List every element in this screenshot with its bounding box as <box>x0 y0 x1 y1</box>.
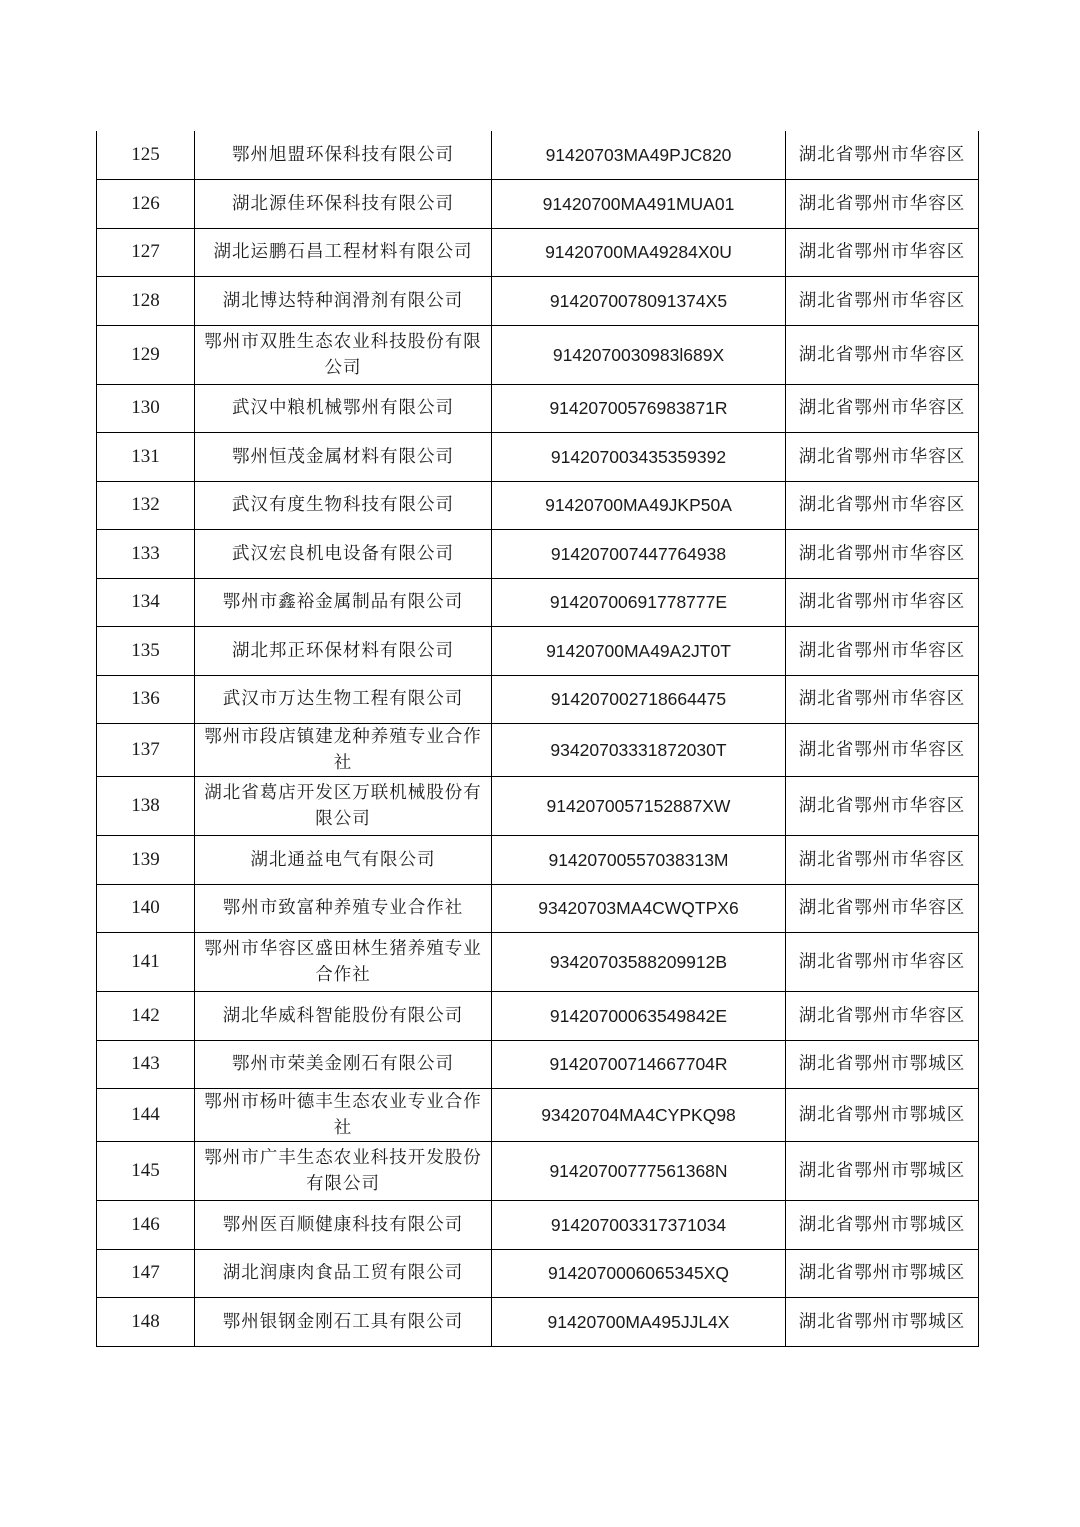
region: 湖北省鄂州市华容区 <box>786 433 979 482</box>
region: 湖北省鄂州市鄂城区 <box>786 1040 979 1089</box>
row-number: 148 <box>97 1298 195 1347</box>
region: 湖北省鄂州市华容区 <box>786 992 979 1041</box>
company-name: 鄂州银钢金刚石工具有限公司 <box>195 1298 492 1347</box>
credit-code: 914207007447764938 <box>492 530 786 579</box>
region: 湖北省鄂州市鄂城区 <box>786 1298 979 1347</box>
region: 湖北省鄂州市鄂城区 <box>786 1249 979 1298</box>
credit-code: 91420700MA491MUA01 <box>492 180 786 229</box>
company-name: 鄂州市华容区盛田林生猪养殖专业合作社 <box>195 933 492 992</box>
company-name: 湖北源佳环保科技有限公司 <box>195 180 492 229</box>
company-table <box>96 131 979 1347</box>
row-number: 134 <box>97 578 195 627</box>
row-number: 138 <box>97 777 195 836</box>
region: 湖北省鄂州市鄂城区 <box>786 1089 979 1142</box>
credit-code: 91420700557038313M <box>492 836 786 885</box>
region: 湖北省鄂州市华容区 <box>786 131 979 180</box>
table-row <box>97 1089 979 1142</box>
credit-code: 91420700MA495JJL4X <box>492 1298 786 1347</box>
row-number: 147 <box>97 1249 195 1298</box>
region: 湖北省鄂州市华容区 <box>786 933 979 992</box>
region: 湖北省鄂州市华容区 <box>786 884 979 933</box>
region: 湖北省鄂州市鄂城区 <box>786 1142 979 1201</box>
company-name: 鄂州市广丰生态农业科技开发股份有限公司 <box>195 1142 492 1201</box>
row-number: 141 <box>97 933 195 992</box>
credit-code: 91420703MA49PJC820 <box>492 131 786 180</box>
row-number: 144 <box>97 1089 195 1142</box>
region: 湖北省鄂州市华容区 <box>786 578 979 627</box>
company-name: 武汉宏良机电设备有限公司 <box>195 530 492 579</box>
row-number: 133 <box>97 530 195 579</box>
table-body <box>97 131 979 1346</box>
credit-code: 91420700MA49JKP50A <box>492 481 786 530</box>
table-row <box>97 992 979 1041</box>
company-name: 鄂州市鑫裕金属制品有限公司 <box>195 578 492 627</box>
table-row <box>97 627 979 676</box>
table-row <box>97 777 979 836</box>
row-number: 140 <box>97 884 195 933</box>
credit-code: 914207003435359392 <box>492 433 786 482</box>
credit-code: 93420703331872030T <box>492 724 786 777</box>
table-row <box>97 1040 979 1089</box>
company-name: 湖北华威科智能股份有限公司 <box>195 992 492 1041</box>
table-row <box>97 933 979 992</box>
region: 湖北省鄂州市华容区 <box>786 530 979 579</box>
credit-code: 93420703588209912B <box>492 933 786 992</box>
row-number: 145 <box>97 1142 195 1201</box>
region: 湖北省鄂州市华容区 <box>786 675 979 724</box>
table-row <box>97 384 979 433</box>
table-row <box>97 131 979 180</box>
region: 湖北省鄂州市华容区 <box>786 724 979 777</box>
region: 湖北省鄂州市鄂城区 <box>786 1201 979 1250</box>
table-row <box>97 1201 979 1250</box>
company-name: 湖北运鹏石昌工程材料有限公司 <box>195 228 492 277</box>
row-number: 142 <box>97 992 195 1041</box>
company-list-table <box>96 131 978 1347</box>
table-row <box>97 724 979 777</box>
row-number: 135 <box>97 627 195 676</box>
credit-code: 9142070006065345XQ <box>492 1249 786 1298</box>
credit-code: 91420700777561368N <box>492 1142 786 1201</box>
company-name: 鄂州恒茂金属材料有限公司 <box>195 433 492 482</box>
row-number: 132 <box>97 481 195 530</box>
region: 湖北省鄂州市华容区 <box>786 180 979 229</box>
company-name: 湖北邦正环保材料有限公司 <box>195 627 492 676</box>
table-row <box>97 530 979 579</box>
credit-code: 914207003317371034 <box>492 1201 786 1250</box>
table-row <box>97 884 979 933</box>
table-row <box>97 1142 979 1201</box>
region: 湖北省鄂州市华容区 <box>786 836 979 885</box>
row-number: 129 <box>97 325 195 384</box>
table-row <box>97 325 979 384</box>
table-row <box>97 481 979 530</box>
company-name: 鄂州旭盟环保科技有限公司 <box>195 131 492 180</box>
row-number: 128 <box>97 277 195 326</box>
region: 湖北省鄂州市华容区 <box>786 325 979 384</box>
row-number: 139 <box>97 836 195 885</box>
company-name: 湖北省葛店开发区万联机械股份有限公司 <box>195 777 492 836</box>
company-name: 武汉有度生物科技有限公司 <box>195 481 492 530</box>
table-row <box>97 277 979 326</box>
credit-code: 9142070057152887XW <box>492 777 786 836</box>
credit-code: 93420703MA4CWQTPX6 <box>492 884 786 933</box>
region: 湖北省鄂州市华容区 <box>786 777 979 836</box>
table-row <box>97 433 979 482</box>
company-name: 鄂州市荣美金刚石有限公司 <box>195 1040 492 1089</box>
credit-code: 91420700MA49A2JT0T <box>492 627 786 676</box>
table-row <box>97 180 979 229</box>
table-row <box>97 578 979 627</box>
company-name: 鄂州市双胜生态农业科技股份有限公司 <box>195 325 492 384</box>
row-number: 130 <box>97 384 195 433</box>
company-name: 鄂州市段店镇建龙种养殖专业合作社 <box>195 724 492 777</box>
credit-code: 91420700576983871R <box>492 384 786 433</box>
credit-code: 93420704MA4CYPKQ98 <box>492 1089 786 1142</box>
row-number: 131 <box>97 433 195 482</box>
row-number: 137 <box>97 724 195 777</box>
credit-code: 9142070078091374X5 <box>492 277 786 326</box>
region: 湖北省鄂州市华容区 <box>786 481 979 530</box>
credit-code: 91420700MA49284X0U <box>492 228 786 277</box>
company-name: 武汉市万达生物工程有限公司 <box>195 675 492 724</box>
row-number: 146 <box>97 1201 195 1250</box>
table-row <box>97 1249 979 1298</box>
row-number: 127 <box>97 228 195 277</box>
table-row <box>97 836 979 885</box>
table-row <box>97 1298 979 1347</box>
company-name: 鄂州医百顺健康科技有限公司 <box>195 1201 492 1250</box>
row-number: 136 <box>97 675 195 724</box>
company-name: 湖北通益电气有限公司 <box>195 836 492 885</box>
company-name: 湖北润康肉食品工贸有限公司 <box>195 1249 492 1298</box>
credit-code: 91420700691778777E <box>492 578 786 627</box>
row-number: 143 <box>97 1040 195 1089</box>
company-name: 鄂州市杨叶德丰生态农业专业合作社 <box>195 1089 492 1142</box>
row-number: 126 <box>97 180 195 229</box>
credit-code: 91420700714667704R <box>492 1040 786 1089</box>
row-number: 125 <box>97 131 195 180</box>
table-row <box>97 675 979 724</box>
region: 湖北省鄂州市华容区 <box>786 228 979 277</box>
table-row <box>97 228 979 277</box>
region: 湖北省鄂州市华容区 <box>786 627 979 676</box>
region: 湖北省鄂州市华容区 <box>786 277 979 326</box>
company-name: 湖北博达特种润滑剂有限公司 <box>195 277 492 326</box>
credit-code: 914207002718664475 <box>492 675 786 724</box>
company-name: 武汉中粮机械鄂州有限公司 <box>195 384 492 433</box>
company-name: 鄂州市致富种养殖专业合作社 <box>195 884 492 933</box>
credit-code: 9142070030983l689X <box>492 325 786 384</box>
credit-code: 91420700063549842E <box>492 992 786 1041</box>
region: 湖北省鄂州市华容区 <box>786 384 979 433</box>
